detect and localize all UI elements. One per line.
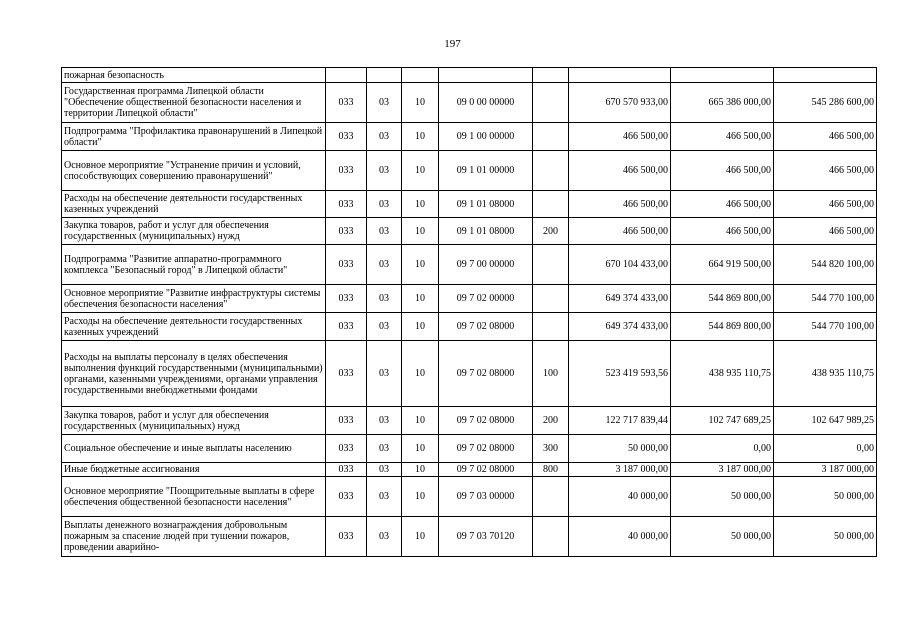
row-ministry-code: 033: [326, 151, 367, 191]
table-row: [62, 68, 877, 83]
table-row: [62, 285, 877, 313]
row-target-article: 09 0 00 00000: [439, 83, 533, 123]
row-subsection-code: [402, 68, 439, 83]
row-expense-type: [533, 313, 569, 341]
row-subsection-code: 10: [402, 285, 439, 313]
row-amount-3: 466 500,00: [774, 218, 877, 245]
table-row: [62, 313, 877, 341]
row-amount-2: 466 500,00: [671, 151, 774, 191]
row-amount-1: 649 374 433,00: [569, 313, 671, 341]
row-section-code: [367, 68, 402, 83]
row-expense-type: 800: [533, 463, 569, 477]
row-amount-2: 544 869 800,00: [671, 313, 774, 341]
row-name: Подпрограмма "Профилактика правонарушений в Липецкой области": [62, 123, 326, 151]
row-section-code: 03: [367, 285, 402, 313]
row-subsection-code: 10: [402, 463, 439, 477]
row-target-article: 09 7 02 00000: [439, 285, 533, 313]
row-amount-2: 3 187 000,00: [671, 463, 774, 477]
row-subsection-code: 10: [402, 151, 439, 191]
table-row: [62, 341, 877, 407]
row-expense-type: [533, 123, 569, 151]
row-name: Основное мероприятие "Устранение причин и условий, способствующих совершению правонарушений": [62, 151, 326, 191]
row-target-article: 09 1 01 08000: [439, 218, 533, 245]
row-amount-1: 466 500,00: [569, 123, 671, 151]
row-amount-2: 466 500,00: [671, 191, 774, 218]
row-name: Основное мероприятие "Развитие инфраструктуры системы обеспечения безопасности населения": [62, 285, 326, 313]
row-section-code: 03: [367, 313, 402, 341]
row-name: Выплаты денежного вознаграждения добровольным пожарным за спасение людей при тушении пожаров, проведении аварийно-: [62, 517, 326, 557]
row-ministry-code: 033: [326, 313, 367, 341]
table-row: [62, 435, 877, 463]
row-amount-3: 544 770 100,00: [774, 285, 877, 313]
row-target-article: 09 1 00 00000: [439, 123, 533, 151]
row-section-code: 03: [367, 245, 402, 285]
row-amount-3: 50 000,00: [774, 477, 877, 517]
row-amount-1: 649 374 433,00: [569, 285, 671, 313]
row-section-code: 03: [367, 477, 402, 517]
row-subsection-code: 10: [402, 341, 439, 407]
row-expense-type: [533, 477, 569, 517]
table-row: [62, 218, 877, 245]
row-section-code: 03: [367, 123, 402, 151]
row-subsection-code: 10: [402, 191, 439, 218]
page-number: 197: [444, 38, 461, 50]
row-expense-type: [533, 83, 569, 123]
row-amount-2: 0,00: [671, 435, 774, 463]
row-amount-2: 102 747 689,25: [671, 407, 774, 435]
row-section-code: 03: [367, 517, 402, 557]
row-ministry-code: 033: [326, 245, 367, 285]
row-amount-1: 523 419 593,56: [569, 341, 671, 407]
row-name: Закупка товаров, работ и услуг для обеспечения государственных (муниципальных) нужд: [62, 407, 326, 435]
row-amount-3: 50 000,00: [774, 517, 877, 557]
row-target-article: 09 1 01 08000: [439, 191, 533, 218]
row-amount-1: 466 500,00: [569, 191, 671, 218]
row-amount-2: 466 500,00: [671, 123, 774, 151]
row-expense-type: [533, 151, 569, 191]
row-amount-2: 438 935 110,75: [671, 341, 774, 407]
row-amount-3: 466 500,00: [774, 123, 877, 151]
row-target-article: 09 7 02 08000: [439, 463, 533, 477]
row-section-code: 03: [367, 151, 402, 191]
row-expense-type: 100: [533, 341, 569, 407]
row-amount-3: 438 935 110,75: [774, 341, 877, 407]
row-amount-3: 544 820 100,00: [774, 245, 877, 285]
row-amount-1: 50 000,00: [569, 435, 671, 463]
row-target-article: 09 7 03 00000: [439, 477, 533, 517]
row-expense-type: [533, 285, 569, 313]
row-target-article: 09 7 02 08000: [439, 407, 533, 435]
row-ministry-code: 033: [326, 463, 367, 477]
row-subsection-code: 10: [402, 123, 439, 151]
row-section-code: 03: [367, 407, 402, 435]
row-amount-1: 670 104 433,00: [569, 245, 671, 285]
row-name: Иные бюджетные ассигнования: [62, 463, 326, 477]
row-name: Расходы на обеспечение деятельности государственных казенных учреждений: [62, 313, 326, 341]
row-name: Расходы на обеспечение деятельности государственных казенных учреждений: [62, 191, 326, 218]
row-target-article: 09 7 00 00000: [439, 245, 533, 285]
row-amount-2: 665 386 000,00: [671, 83, 774, 123]
table-row: [62, 83, 877, 123]
row-expense-type: 200: [533, 407, 569, 435]
row-name: пожарная безопасность: [62, 68, 326, 83]
table-row: [62, 151, 877, 191]
row-ministry-code: [326, 68, 367, 83]
row-ministry-code: 033: [326, 191, 367, 218]
table-row: [62, 245, 877, 285]
row-target-article: 09 7 02 08000: [439, 435, 533, 463]
row-section-code: 03: [367, 435, 402, 463]
row-amount-3: 0,00: [774, 435, 877, 463]
row-subsection-code: 10: [402, 218, 439, 245]
row-ministry-code: 033: [326, 218, 367, 245]
table-row: [62, 517, 877, 557]
row-subsection-code: 10: [402, 477, 439, 517]
table-row: [62, 191, 877, 218]
row-section-code: 03: [367, 463, 402, 477]
row-target-article: [439, 68, 533, 83]
row-name: Государственная программа Липецкой области "Обеспечение общественной безопасности населения и территории Липецкой области": [62, 83, 326, 123]
row-subsection-code: 10: [402, 83, 439, 123]
row-expense-type: [533, 245, 569, 285]
row-amount-2: 544 869 800,00: [671, 285, 774, 313]
budget-table: [61, 67, 877, 557]
row-amount-3: 102 647 989,25: [774, 407, 877, 435]
row-amount-2: 466 500,00: [671, 218, 774, 245]
row-amount-1: 670 570 933,00: [569, 83, 671, 123]
row-amount-2: 664 919 500,00: [671, 245, 774, 285]
row-name: Подпрограмма "Развитие аппаратно-программного комплекса "Безопасный город" в Липецкой области": [62, 245, 326, 285]
row-amount-1: 3 187 000,00: [569, 463, 671, 477]
row-subsection-code: 10: [402, 245, 439, 285]
row-subsection-code: 10: [402, 435, 439, 463]
row-section-code: 03: [367, 341, 402, 407]
row-subsection-code: 10: [402, 313, 439, 341]
row-target-article: 09 1 01 00000: [439, 151, 533, 191]
row-subsection-code: 10: [402, 517, 439, 557]
table-row: [62, 407, 877, 435]
row-name: Основное мероприятие "Поощрительные выплаты в сфере обеспечения общественной безопасности населения": [62, 477, 326, 517]
row-amount-3: 544 770 100,00: [774, 313, 877, 341]
row-section-code: 03: [367, 218, 402, 245]
row-amount-3: 466 500,00: [774, 191, 877, 218]
row-amount-1: 40 000,00: [569, 517, 671, 557]
table-row: [62, 123, 877, 151]
row-amount-1: 122 717 839,44: [569, 407, 671, 435]
row-target-article: 09 7 03 70120: [439, 517, 533, 557]
row-ministry-code: 033: [326, 123, 367, 151]
row-expense-type: [533, 68, 569, 83]
row-amount-3: 466 500,00: [774, 151, 877, 191]
row-ministry-code: 033: [326, 407, 367, 435]
row-expense-type: [533, 517, 569, 557]
row-name: Расходы на выплаты персоналу в целях обеспечения выполнения функций государственными (муниципальными) органами, казенными учреждениями, органами управления государственными внебюджетными фондами: [62, 341, 326, 407]
row-amount-2: 50 000,00: [671, 477, 774, 517]
row-expense-type: 300: [533, 435, 569, 463]
row-amount-1: 466 500,00: [569, 218, 671, 245]
row-expense-type: [533, 191, 569, 218]
row-amount-1: 466 500,00: [569, 151, 671, 191]
row-amount-3: 545 286 600,00: [774, 83, 877, 123]
row-section-code: 03: [367, 83, 402, 123]
table-row: [62, 463, 877, 477]
row-name: Социальное обеспечение и иные выплаты населению: [62, 435, 326, 463]
row-name: Закупка товаров, работ и услуг для обеспечения государственных (муниципальных) нужд: [62, 218, 326, 245]
row-amount-1: [569, 68, 671, 83]
row-amount-2: [671, 68, 774, 83]
row-ministry-code: 033: [326, 477, 367, 517]
row-amount-3: [774, 68, 877, 83]
row-subsection-code: 10: [402, 407, 439, 435]
row-amount-3: 3 187 000,00: [774, 463, 877, 477]
row-ministry-code: 033: [326, 83, 367, 123]
row-amount-2: 50 000,00: [671, 517, 774, 557]
row-ministry-code: 033: [326, 341, 367, 407]
row-target-article: 09 7 02 08000: [439, 313, 533, 341]
row-ministry-code: 033: [326, 285, 367, 313]
row-ministry-code: 033: [326, 435, 367, 463]
row-target-article: 09 7 02 08000: [439, 341, 533, 407]
row-ministry-code: 033: [326, 517, 367, 557]
row-expense-type: 200: [533, 218, 569, 245]
row-amount-1: 40 000,00: [569, 477, 671, 517]
table-row: [62, 477, 877, 517]
row-section-code: 03: [367, 191, 402, 218]
